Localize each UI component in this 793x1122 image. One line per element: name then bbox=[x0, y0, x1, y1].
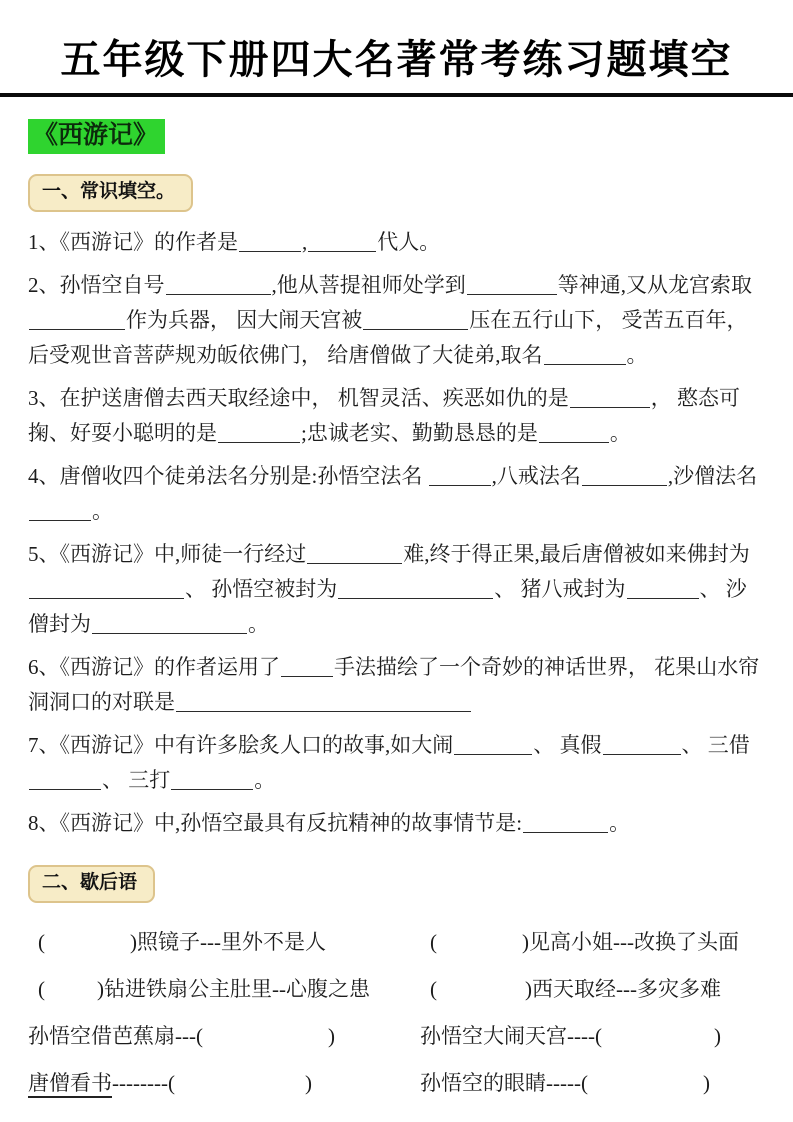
fill-in-blank bbox=[29, 770, 101, 790]
text-run: 2、孙悟空自号 bbox=[28, 273, 165, 298]
xiehouyu-right bbox=[420, 1021, 765, 1051]
fill-in-blank bbox=[582, 466, 667, 486]
text-run: 。 bbox=[248, 612, 269, 637]
fill-in-blank bbox=[29, 579, 184, 599]
question-item bbox=[28, 268, 765, 373]
text-run: 唐僧看书 bbox=[28, 1071, 112, 1098]
fill-in-blank bbox=[523, 813, 608, 833]
text-run: 、 孙悟空被封为 bbox=[185, 577, 338, 602]
xiehouyu-left bbox=[28, 1021, 420, 1051]
answer-parentheses: ( ) bbox=[167, 1070, 312, 1095]
text-run: 5、《西游记》中,师徒一行经过 bbox=[28, 542, 307, 567]
text-run: 、 三打 bbox=[102, 768, 171, 793]
xiehouyu-list bbox=[28, 927, 765, 1098]
fill-in-blank bbox=[363, 310, 468, 330]
text-run: 1、《西游记》的作者是 bbox=[28, 230, 238, 255]
question-item bbox=[28, 537, 765, 642]
text-run: 、 真假 bbox=[533, 733, 602, 758]
fill-in-blank bbox=[239, 232, 301, 252]
xiehouyu-left bbox=[28, 927, 420, 957]
text-run: 7、《西游记》中有许多脍炙人口的故事,如大闹 bbox=[28, 733, 454, 758]
fill-in-blank bbox=[454, 735, 532, 755]
xiehouyu-row bbox=[28, 1068, 765, 1098]
section-1-header: 一、常识填空。 bbox=[28, 174, 193, 212]
question-item bbox=[28, 459, 765, 529]
text-run: 孙悟空借芭蕉扇--- bbox=[28, 1023, 196, 1048]
text-run: 、 三借 bbox=[681, 733, 750, 758]
text-run: ,他从菩提祖师处学到 bbox=[271, 273, 466, 298]
book-title-highlight: 《西游记》 bbox=[28, 119, 165, 154]
worksheet-page bbox=[28, 36, 765, 1098]
text-run: 。 bbox=[609, 811, 631, 836]
text-run: ,沙僧法名 bbox=[667, 464, 758, 489]
text-run: 6、《西游记》的作者运用了 bbox=[28, 655, 280, 680]
answer-parentheses: ( ) bbox=[38, 976, 104, 1001]
text-run: -------- bbox=[112, 1070, 168, 1095]
xiehouyu-right bbox=[420, 974, 765, 1004]
text-run: 见高小姐---改换了头面 bbox=[529, 929, 739, 954]
text-run: 。 bbox=[92, 499, 113, 524]
answer-parentheses: ( ) bbox=[580, 1070, 710, 1095]
question-item bbox=[28, 728, 765, 798]
fill-in-blank bbox=[338, 579, 493, 599]
xiehouyu-left bbox=[28, 974, 420, 1004]
xiehouyu-right bbox=[420, 1068, 765, 1098]
text-run: 3、在护送唐僧去西天取经途中， 机智灵活、疾恶如仇的是 bbox=[28, 386, 569, 411]
fill-in-blank bbox=[308, 232, 376, 252]
fill-in-blank bbox=[92, 614, 247, 634]
text-run: ;忠诚老实、勤勤恳恳的是 bbox=[301, 421, 538, 446]
fill-in-blank bbox=[429, 466, 491, 486]
questions-list bbox=[28, 225, 765, 841]
fill-in-blank bbox=[218, 423, 300, 443]
xiehouyu-row bbox=[28, 974, 765, 1004]
text-run: 难,终于得正果,最后唐僧被如来佛封为 bbox=[403, 542, 750, 567]
xiehouyu-row bbox=[28, 927, 765, 957]
fill-in-blank bbox=[539, 423, 609, 443]
text-run: 钻进铁扇公主肚里--心腹之患 bbox=[104, 976, 370, 1001]
text-run: 。 bbox=[609, 421, 631, 446]
question-item bbox=[28, 381, 765, 451]
fill-in-blank bbox=[307, 544, 402, 564]
answer-parentheses: ( ) bbox=[594, 1023, 721, 1048]
xiehouyu-left bbox=[28, 1068, 420, 1098]
question-item bbox=[28, 806, 765, 841]
text-run: 。 bbox=[626, 343, 648, 368]
text-run: 压在五行山下， 受苦五百年， 后受观世音菩萨规劝皈依佛门， 给唐僧做了大徒弟,取名 bbox=[28, 308, 748, 368]
text-run: 代人。 bbox=[377, 230, 441, 255]
question-item bbox=[28, 225, 765, 260]
text-run: 西天取经---多灾多难 bbox=[532, 976, 721, 1001]
answer-parentheses: ( ) bbox=[430, 976, 532, 1001]
fill-in-blank bbox=[627, 579, 699, 599]
fill-in-blank bbox=[29, 501, 91, 521]
text-run: ,八戒法名 bbox=[491, 464, 581, 489]
xiehouyu-right bbox=[420, 927, 765, 957]
text-run: 8、《西游记》中,孙悟空最具有反抗精神的故事情节是: bbox=[28, 811, 523, 836]
fill-in-blank bbox=[176, 692, 471, 712]
fill-in-blank bbox=[29, 310, 125, 330]
text-run: 照镜子---里外不是人 bbox=[137, 929, 326, 954]
fill-in-blank bbox=[166, 275, 271, 295]
fill-in-blank bbox=[281, 657, 333, 677]
text-run: 手法描绘了一个奇妙的神话世界， 花果山水帘洞洞口的对联是 bbox=[28, 655, 760, 715]
text-run: 。 bbox=[254, 768, 276, 793]
question-item bbox=[28, 650, 765, 720]
text-run: 、 猪八戒封为 bbox=[494, 577, 626, 602]
fill-in-blank bbox=[603, 735, 681, 755]
text-run: ， 憨态可掬、好耍小聪明的是 bbox=[28, 386, 740, 446]
fill-in-blank bbox=[544, 345, 626, 365]
text-run: 孙悟空大闹天宫---- bbox=[420, 1023, 595, 1048]
answer-parentheses: ( ) bbox=[38, 929, 137, 954]
fill-in-blank bbox=[467, 275, 557, 295]
answer-parentheses: ( ) bbox=[430, 929, 529, 954]
section-2-header: 二、歇后语 bbox=[28, 865, 155, 903]
answer-parentheses: ( ) bbox=[195, 1023, 335, 1048]
fill-in-blank bbox=[570, 388, 650, 408]
text-run: 4、唐僧收四个徒弟法名分别是:孙悟空法名 bbox=[28, 464, 428, 489]
text-run: 、 沙僧封为 bbox=[28, 577, 747, 637]
text-run: 等神通,又从龙宫索取 bbox=[557, 273, 752, 298]
page-title: 五年级下册四大名著常考练习题填空 bbox=[60, 37, 733, 82]
text-run: 孙悟空的眼睛----- bbox=[420, 1070, 581, 1095]
fill-in-blank bbox=[171, 770, 253, 790]
xiehouyu-row bbox=[28, 1021, 765, 1051]
text-run: 作为兵器， 因大闹天宫被 bbox=[126, 308, 363, 333]
text-run: , bbox=[302, 230, 308, 255]
